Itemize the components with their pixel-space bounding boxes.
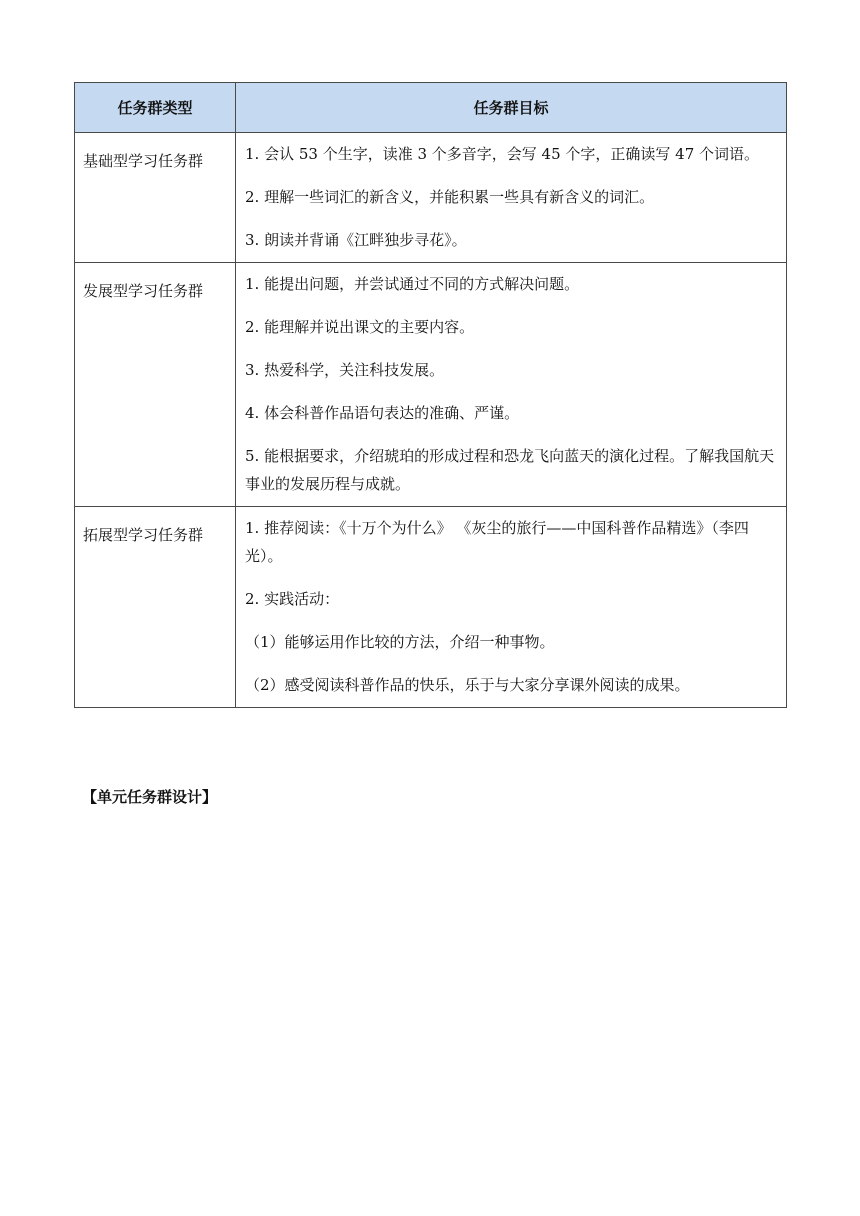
goal-item: （2）感受阅读科普作品的快乐，乐于与大家分享课外阅读的成果。 <box>245 676 690 694</box>
goal-item: 5. 能根据要求，介绍琥珀的形成过程和恐龙飞向蓝天的演化过程。了解我国航天事业的发展历程与成就。 <box>245 447 775 493</box>
row-goals-development <box>236 263 787 507</box>
section-title: 【单元任务群设计】 <box>82 788 218 806</box>
goal-item: 1. 推荐阅读：《十万个为什么》 《灰尘的旅行——中国科普作品精选》（李四光）。 <box>245 519 749 565</box>
row-type-development: 发展型学习任务群 <box>75 263 236 507</box>
goal-item: 2. 理解一些词汇的新含义，并能积累一些具有新含义的词汇。 <box>245 188 655 206</box>
goal-item: 2. 实践活动： <box>245 590 340 608</box>
goal-item: （1）能够运用作比较的方法，介绍一种事物。 <box>245 633 555 651</box>
row-goals-basic <box>236 133 787 263</box>
header-type: 任务群类型 <box>75 83 236 133</box>
row-type-basic: 基础型学习任务群 <box>75 133 236 263</box>
goal-item: 1. 能提出问题，并尝试通过不同的方式解决问题。 <box>245 275 580 293</box>
header-goal: 任务群目标 <box>236 83 787 133</box>
goal-item: 3. 热爱科学，关注科技发展。 <box>245 361 445 379</box>
goal-item: 3. 朗读并背诵《江畔独步寻花》。 <box>245 231 467 249</box>
goal-item: 1. 会认 53 个生字，读准 3 个多音字，会写 45 个字，正确读写 47 个词语。 <box>245 145 760 163</box>
table-header-row <box>75 83 787 133</box>
row-goals-extension <box>236 507 787 708</box>
goal-item: 4. 体会科普作品语句表达的准确、严谨。 <box>245 404 520 422</box>
table-row-extension <box>75 507 787 708</box>
task-group-table <box>74 82 787 708</box>
row-type-extension: 拓展型学习任务群 <box>75 507 236 708</box>
table-row-development <box>75 263 787 507</box>
table-row-basic <box>75 133 787 263</box>
goal-item: 2. 能理解并说出课文的主要内容。 <box>245 318 475 336</box>
